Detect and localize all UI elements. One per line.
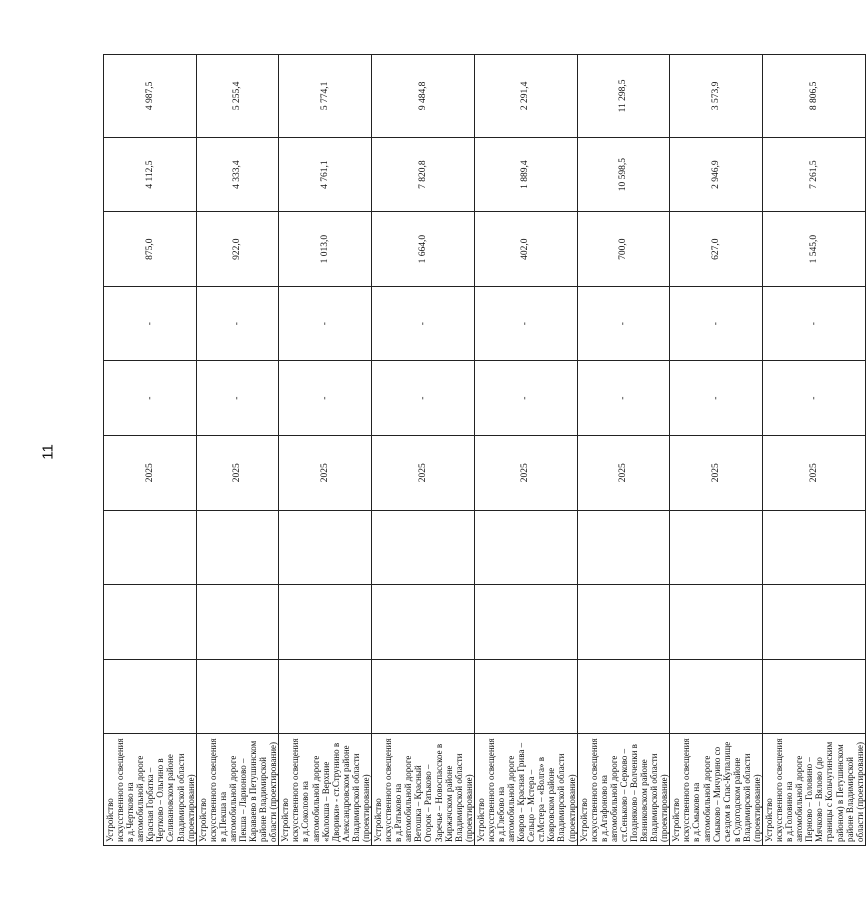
empty-cell — [670, 510, 763, 585]
row-description: Устройство искусственного освещения в д.Соколово на автомобильной дороге «Колокша – Верхние Дворики» - ст.Струнино в Александровском районе Владимирской области (проектирование) — [279, 734, 372, 846]
empty-cell — [279, 659, 372, 734]
row-total: 3 573,9 — [670, 55, 763, 138]
row-value-d: 7 261,5 — [763, 137, 866, 212]
empty-cell — [196, 585, 279, 660]
empty-cell — [670, 585, 763, 660]
table-row — [577, 55, 670, 846]
row-value-b: - — [196, 286, 279, 361]
empty-cell — [577, 510, 670, 585]
row-value-d: 7 820,8 — [372, 137, 475, 212]
row-value-a: - — [279, 361, 372, 436]
row-value-c: 1 664,0 — [372, 212, 475, 287]
row-year: 2025 — [372, 435, 475, 510]
row-value-b: - — [670, 286, 763, 361]
empty-cell — [474, 510, 577, 585]
row-value-d: 4 761,1 — [279, 137, 372, 212]
row-year: 2025 — [196, 435, 279, 510]
row-value-b: - — [279, 286, 372, 361]
table-row — [104, 55, 197, 846]
empty-cell — [474, 659, 577, 734]
row-value-c: 875,0 — [104, 212, 197, 287]
empty-cell — [763, 585, 866, 660]
row-total: 5 774,1 — [279, 55, 372, 138]
row-value-a: - — [670, 361, 763, 436]
empty-cell — [474, 585, 577, 660]
table-row — [196, 55, 279, 846]
rotated-table-area — [103, 54, 865, 846]
row-value-c: 1 013,0 — [279, 212, 372, 287]
row-value-a: - — [474, 361, 577, 436]
row-total: 5 255,4 — [196, 55, 279, 138]
empty-cell — [104, 585, 197, 660]
empty-cell — [577, 659, 670, 734]
row-value-c: 402,0 — [474, 212, 577, 287]
row-value-a: - — [577, 361, 670, 436]
page-number: 11 — [39, 444, 57, 460]
empty-cell — [763, 659, 866, 734]
row-value-d: 10 598,5 — [577, 137, 670, 212]
row-value-c: 700,0 — [577, 212, 670, 287]
row-year: 2025 — [577, 435, 670, 510]
empty-cell — [670, 659, 763, 734]
table-row — [474, 55, 577, 846]
row-description: Устройство искусственного освещения в д.Пекша на автомобильной дороге Пекша – Ларионово – Караваево в Петушинском районе Владимирской области (проектирование) — [196, 734, 279, 846]
table-row — [279, 55, 372, 846]
row-value-d: 4 112,5 — [104, 137, 197, 212]
row-year: 2025 — [104, 435, 197, 510]
empty-cell — [577, 585, 670, 660]
row-description: Устройство искусственного освещения в д.Смыково на автомобильной дороге Смыково – Мичурино со съездом в Спас-Купалище в Судогодском районе Владимирской области (проектирование) — [670, 734, 763, 846]
table-row — [763, 55, 866, 846]
row-description: Устройство искусственного освещения в д.Глебово на автомобильной дороге Ковров – Красная Грива – Сельцо – Мстера – ст.Мстера – «Волга» в Ковровском районе Владимирской области (проектирование) — [474, 734, 577, 846]
row-total: 8 806,5 — [763, 55, 866, 138]
table-row — [372, 55, 475, 846]
row-value-c: 1 545,0 — [763, 212, 866, 287]
row-description: Устройство искусственного освещения в д.Агафоново на автомобильной дороге ст.Сеньково – Серково – Поздняково – Волченки в Вязниковском районе Владимирской области (проектирование) — [577, 734, 670, 846]
empty-cell — [279, 510, 372, 585]
row-description: Устройство искусственного освещения в д.Чертково на автомобильной дороге Красная Горбатка – Чертково – Ольгино в Селивановском районе Владимирской области (проектирование) — [104, 734, 197, 846]
row-total: 11 298,5 — [577, 55, 670, 138]
row-value-c: 627,0 — [670, 212, 763, 287]
empty-cell — [104, 510, 197, 585]
row-description: Устройство искусственного освещения в д.Головино на автомобильной дороге Перново – Головино – Мячково – Вялово (до границы с Кольчугинским районом) в Петушинском районе Владимирской области (проектирование) — [763, 734, 866, 846]
row-value-a: - — [372, 361, 475, 436]
row-value-d: 2 946,9 — [670, 137, 763, 212]
row-value-b: - — [577, 286, 670, 361]
row-value-d: 1 889,4 — [474, 137, 577, 212]
table-row — [670, 55, 763, 846]
row-value-a: - — [196, 361, 279, 436]
row-value-a: - — [104, 361, 197, 436]
row-value-d: 4 333,4 — [196, 137, 279, 212]
row-value-b: - — [104, 286, 197, 361]
row-year: 2025 — [474, 435, 577, 510]
row-description: Устройство искусственного освещения в д.Ратьково на автомобильной дороге Ветошка – Красный Огорок – Ратьково – Заречье – Новоспасское в Киржачском районе Владимирской области (проектирование) — [372, 734, 475, 846]
row-value-b: - — [474, 286, 577, 361]
row-year: 2025 — [279, 435, 372, 510]
row-value-c: 922,0 — [196, 212, 279, 287]
row-value-b: - — [763, 286, 866, 361]
empty-cell — [196, 510, 279, 585]
row-value-b: - — [372, 286, 475, 361]
empty-cell — [372, 585, 475, 660]
row-total: 4 987,5 — [104, 55, 197, 138]
empty-cell — [763, 510, 866, 585]
empty-cell — [279, 585, 372, 660]
empty-cell — [104, 659, 197, 734]
row-value-a: - — [763, 361, 866, 436]
empty-cell — [372, 510, 475, 585]
row-total: 2 291,4 — [474, 55, 577, 138]
row-year: 2025 — [763, 435, 866, 510]
budget-table — [103, 54, 866, 846]
empty-cell — [196, 659, 279, 734]
row-total: 9 484,8 — [372, 55, 475, 138]
row-year: 2025 — [670, 435, 763, 510]
empty-cell — [372, 659, 475, 734]
